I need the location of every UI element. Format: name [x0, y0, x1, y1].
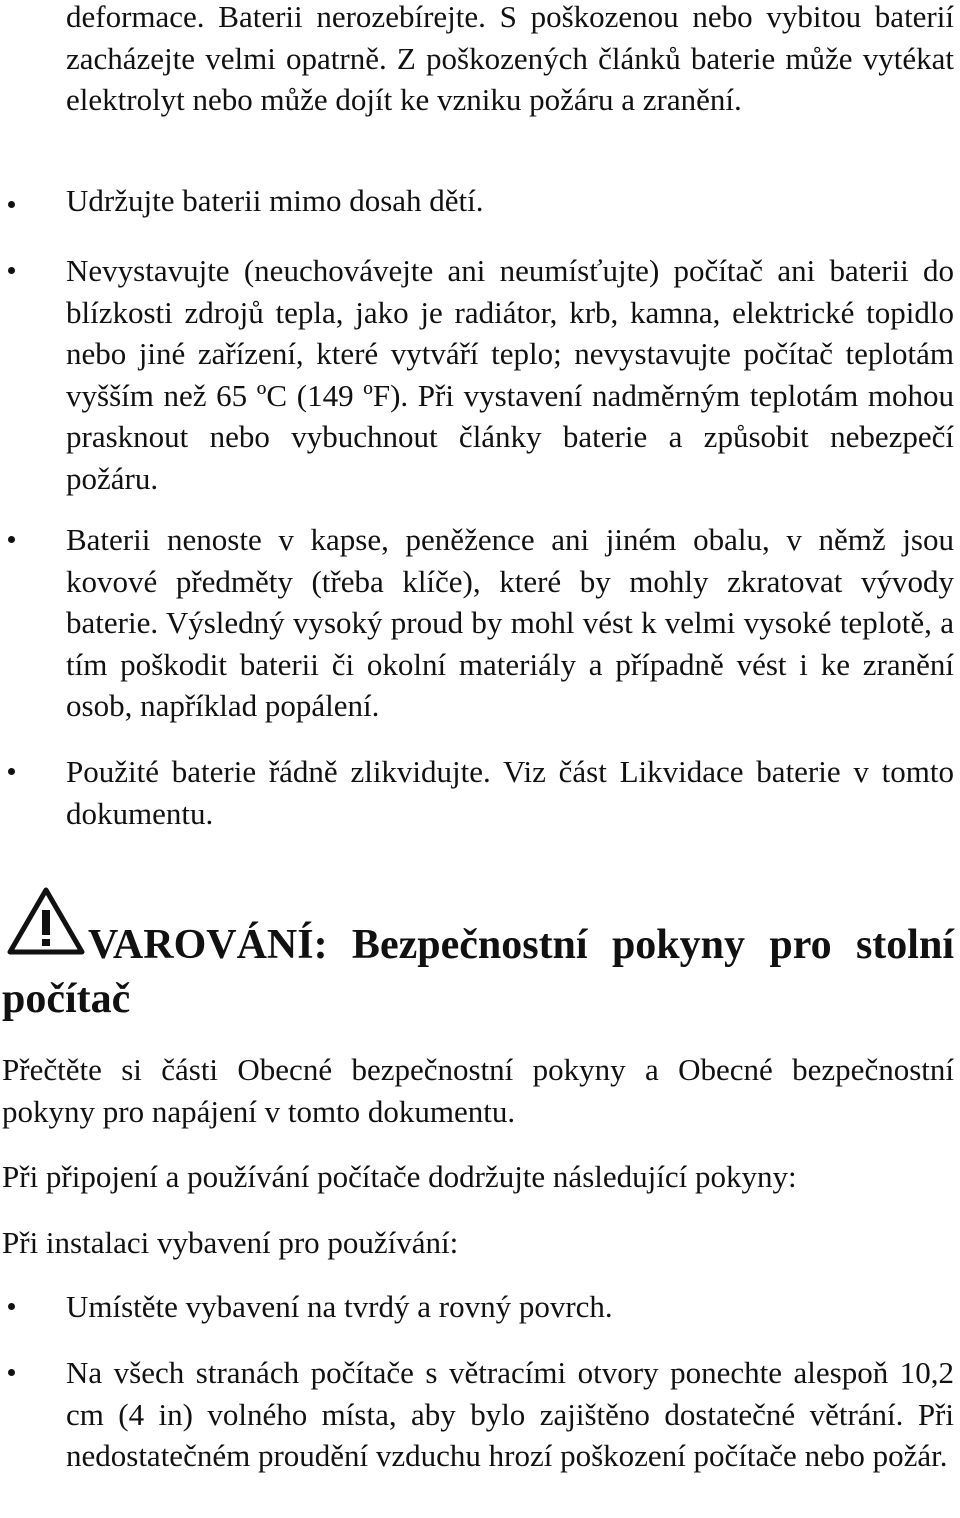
section-heading-text: VAROVÁNÍ: Bezpečnostní pokyny pro stolní počítač: [2, 922, 954, 1022]
intro-paragraph: Přečtěte si části Obecné bezpečnostní pokyny a Obecné bezpečnostní pokyny pro napájení v tomto dokumentu.: [2, 1052, 954, 1129]
bullet-text: Umístěte vybavení na tvrdý a rovný povrch.: [66, 1289, 613, 1324]
bullet-text: Na všech stranách počítače s větracími otvory ponechte alespoň 10,2 cm (4 in) volného místa, aby bylo zajištěno dostatečné větrání. Při nedostatečném proudění vzduchu hrozí poškození počítače nebo požár.: [66, 1355, 954, 1473]
section-heading: [2, 918, 954, 1026]
bullet-dot: [8, 1369, 15, 1376]
bullet-text: Udržujte baterii mimo dosah dětí.: [66, 183, 484, 218]
install-note: Při instalaci vybavení pro používání:: [2, 1225, 459, 1260]
connect-note: Při připojení a používání počítače dodržujte následující pokyny:: [2, 1159, 797, 1194]
bullet-dot: [8, 536, 15, 543]
bullet-text: Nevystavujte (neuchovávejte ani neumísťujte) počítač ani baterii do blízkosti zdrojů tepla, jako je radiátor, krb, kamna, elektrické topidlo nebo jiné zařízení, které vytváří teplo; nevystavujte počítač teplotám vyšším než 65 ºC (149 ºF). Při vystavení nadměrným teplotám mohou prasknout nebo vybuchnout články baterie a způsobit nebezpečí požáru.: [66, 253, 954, 496]
bullet-dot: [8, 768, 15, 775]
bullet-text: Použité baterie řádně zlikvidujte. Viz část Likvidace baterie v tomto dokumentu.: [66, 754, 954, 831]
bullet-text: deformace. Baterii nerozebírejte. S poškozenou nebo vybitou baterií zacházejte velmi opatrně. Z poškozených článků baterie může vytékat elektrolyt nebo může dojít ke vzniku požáru a zranění.: [66, 0, 954, 117]
bullet-dot: [8, 1303, 15, 1310]
bullet-dot: [8, 201, 15, 208]
bullet-dot: [8, 267, 15, 274]
bullet-text: Baterii nenoste v kapse, peněžence ani jiném obalu, v němž jsou kovové předměty (třeba klíče), které by mohly zkratovat vývody baterie. Výsledný vysoký proud by mohl vést k velmi vysoké teplotě, a tím poškodit baterii či okolní materiály a případně vést i ke zranění osob, například popálení.: [66, 522, 954, 723]
